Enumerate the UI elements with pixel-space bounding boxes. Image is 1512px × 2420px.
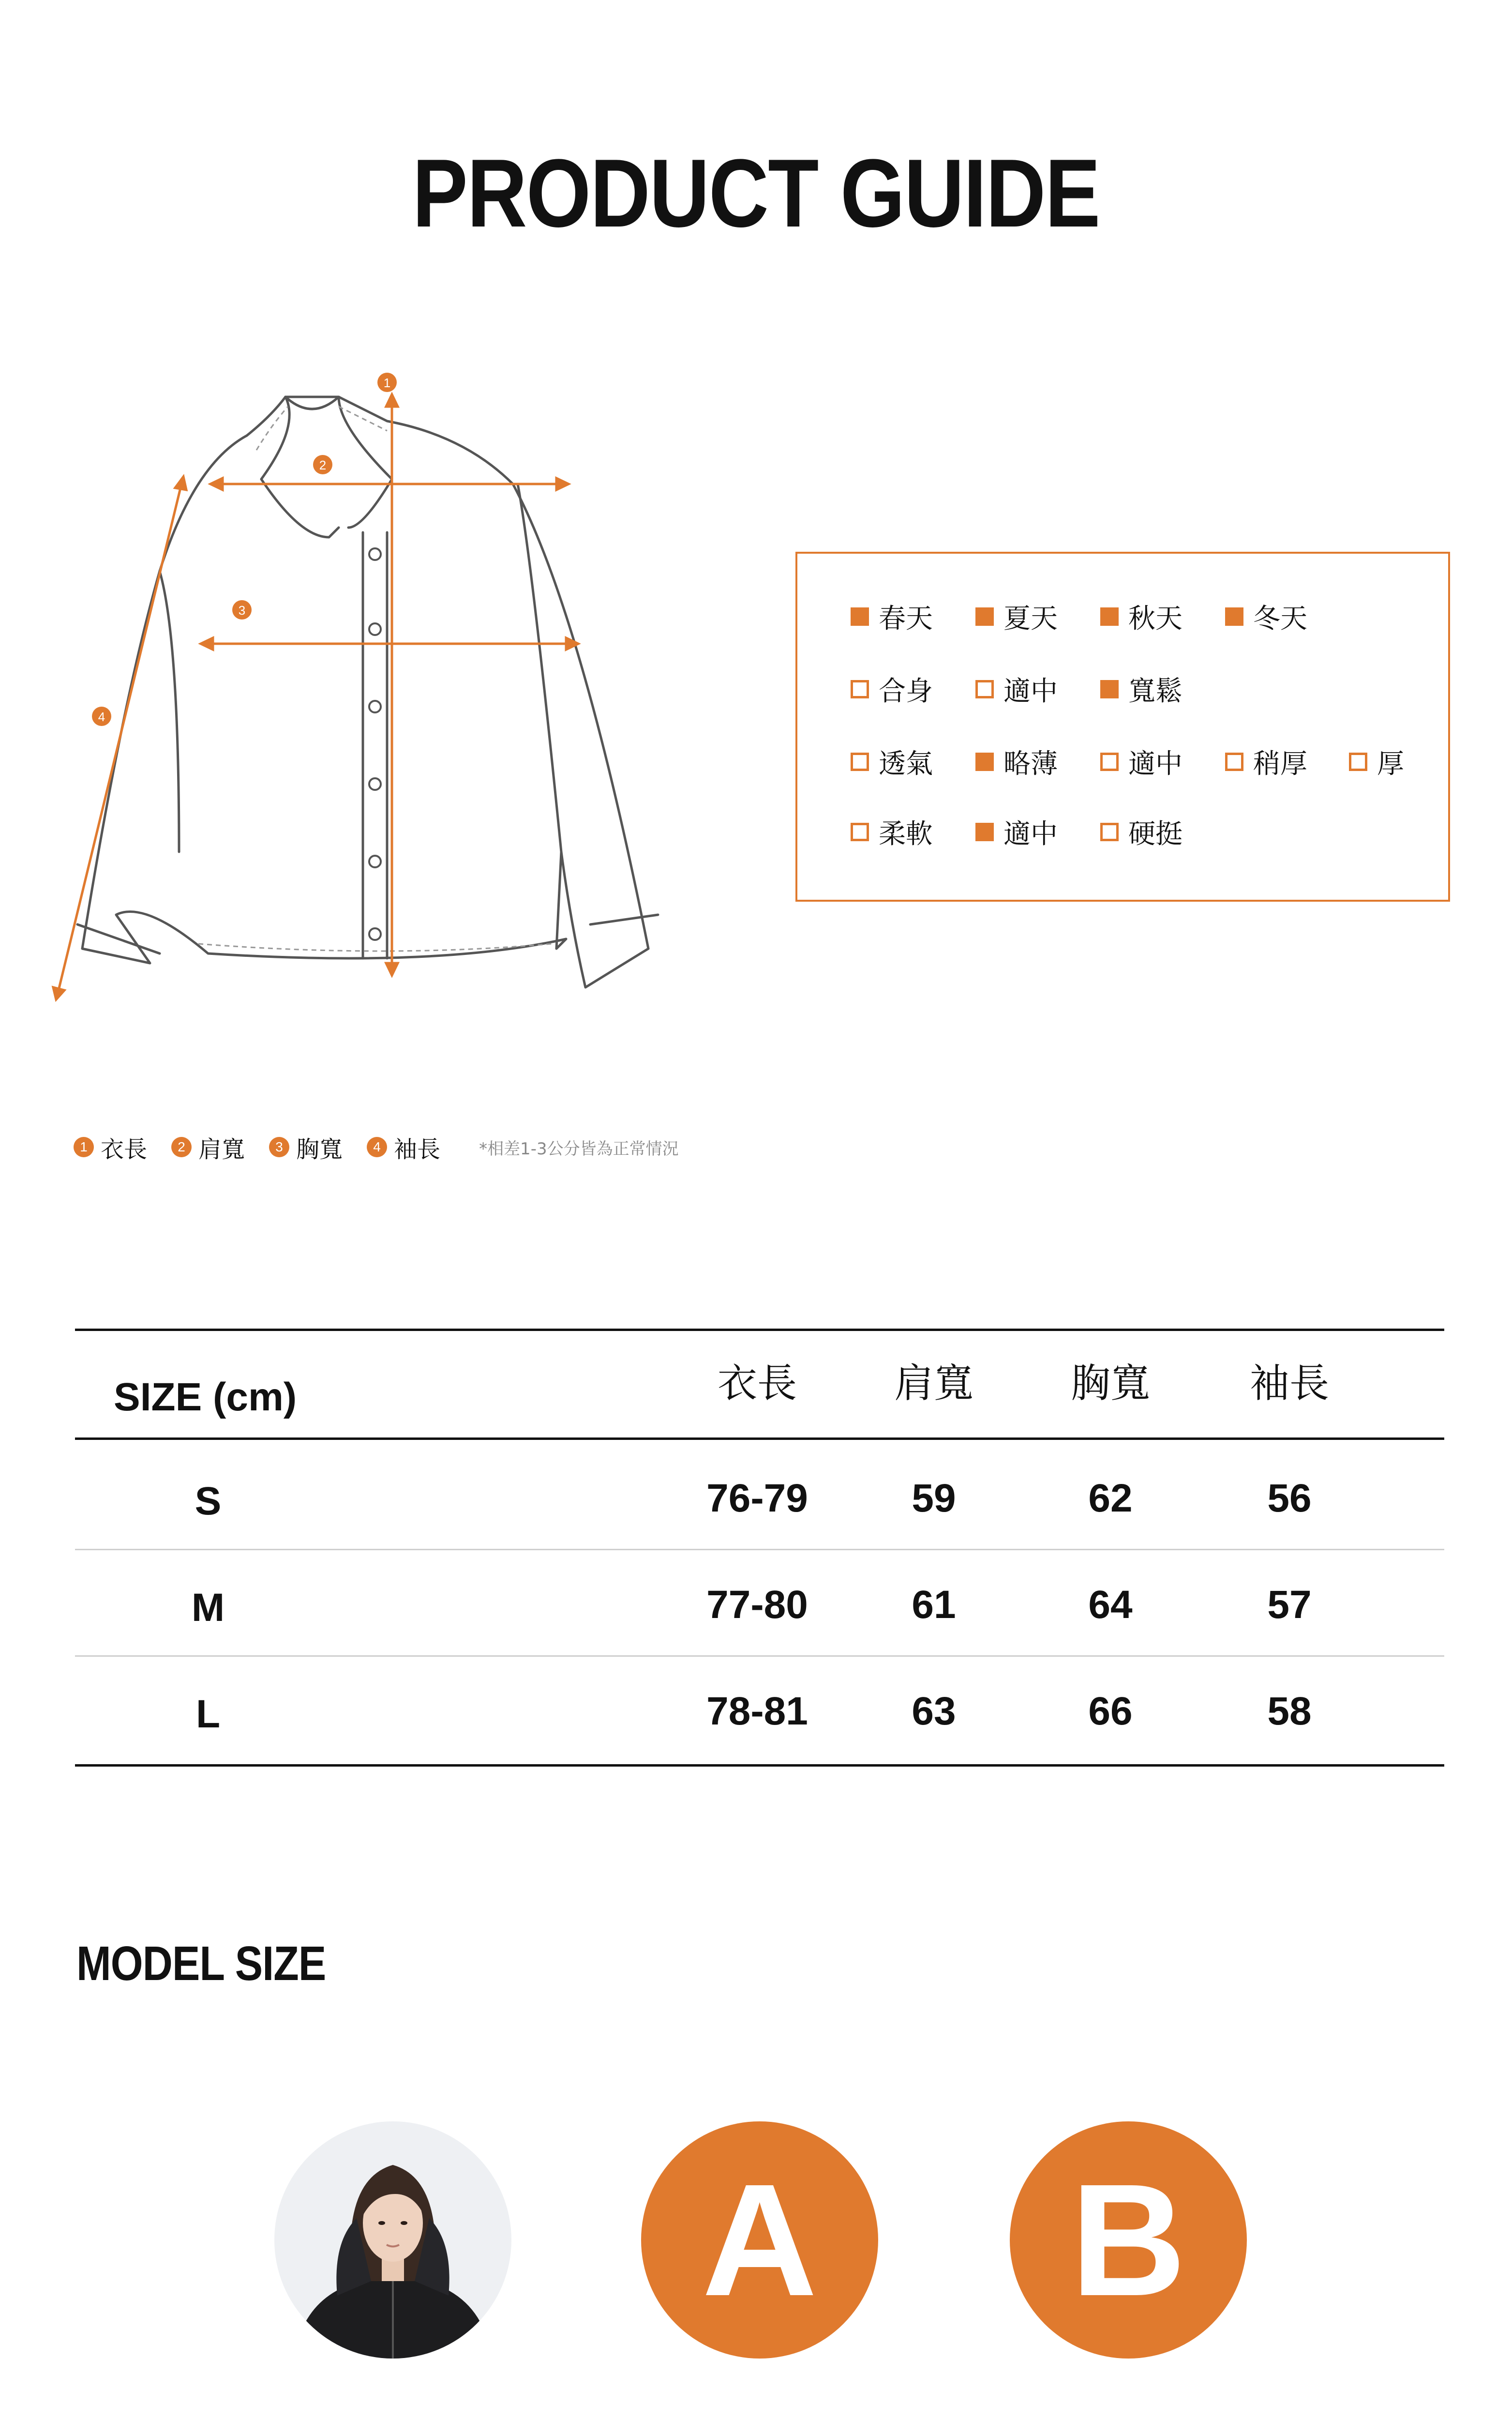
diagram-marker-1	[377, 373, 397, 392]
measurement-legend	[74, 1128, 679, 1166]
feature-option	[975, 597, 1058, 636]
feature-label: 適中	[1128, 748, 1183, 780]
legend-marker: 2	[171, 1137, 192, 1157]
table-cell: 61	[912, 1583, 956, 1627]
table-rule-header	[75, 1437, 1444, 1440]
feature-option	[851, 813, 933, 851]
feature-option	[1100, 597, 1183, 636]
feature-label: 硬挺	[1128, 818, 1183, 850]
page-title: PRODUCT GUIDE	[412, 139, 1100, 247]
feature-option	[1100, 813, 1183, 851]
column-header: 衣長	[717, 1361, 797, 1407]
tolerance-note: *相差1-3公分皆為正常情況	[479, 1139, 679, 1159]
feature-label: 透氣	[879, 748, 933, 780]
feature-option	[975, 813, 1058, 851]
table-cell: 77-80	[706, 1583, 808, 1627]
feature-option	[1100, 670, 1183, 709]
model-avatar-letter: B	[1070, 2150, 1186, 2329]
table-cell: 62	[1088, 1476, 1133, 1520]
size-label: L	[195, 1692, 221, 1736]
table-rule-row	[75, 1655, 1444, 1657]
table-cell: 63	[912, 1689, 956, 1733]
column-header: 肩寬	[894, 1361, 973, 1407]
svg-text:2: 2	[319, 458, 327, 472]
checked-box-icon	[975, 753, 994, 771]
legend-marker: 4	[367, 1137, 387, 1157]
feature-option	[1100, 742, 1183, 781]
feature-label: 冬天	[1253, 603, 1307, 635]
feature-label: 柔軟	[879, 818, 933, 850]
checked-box-icon	[1100, 680, 1119, 698]
feature-label: 秋天	[1128, 603, 1183, 635]
unchecked-box-icon	[1225, 753, 1243, 771]
feature-option	[1225, 742, 1307, 781]
svg-text:3: 3	[238, 603, 246, 618]
legend-item-length	[74, 1131, 147, 1164]
unchecked-box-icon	[975, 680, 994, 698]
table-cell: 57	[1267, 1583, 1312, 1627]
model-avatar-letter: A	[702, 2150, 818, 2329]
legend-label: 肩寬	[198, 1135, 245, 1163]
unchecked-box-icon	[851, 823, 869, 841]
legend-marker: 1	[74, 1137, 94, 1157]
unchecked-box-icon	[1100, 823, 1119, 841]
feature-option	[851, 597, 933, 636]
model-avatar-wei	[274, 2121, 511, 2359]
feature-label: 適中	[1003, 818, 1058, 850]
table-cell: 76-79	[706, 1476, 808, 1520]
diagram-marker-4	[92, 707, 111, 726]
feature-option	[1225, 597, 1307, 636]
table-rule-row	[75, 1549, 1444, 1550]
table-cell: 56	[1267, 1476, 1312, 1520]
checked-box-icon	[1100, 607, 1119, 626]
column-header: 袖長	[1249, 1361, 1329, 1407]
model-size-title: MODEL SIZE	[76, 1936, 326, 1991]
legend-item-sleeve	[367, 1131, 440, 1164]
diagram-marker-3	[232, 600, 252, 620]
jacket-measurement-diagram	[48, 368, 726, 1045]
feature-label: 稍厚	[1253, 748, 1307, 780]
feature-option	[1349, 742, 1404, 781]
size-label: M	[191, 1586, 225, 1630]
legend-label: 衣長	[101, 1135, 148, 1163]
table-rule-bottom	[75, 1764, 1444, 1767]
unchecked-box-icon	[1349, 753, 1367, 771]
feature-label: 夏天	[1003, 603, 1058, 635]
unchecked-box-icon	[1100, 753, 1119, 771]
size-table-header-label: SIZE (cm)	[114, 1375, 297, 1419]
model-photo-icon	[274, 2121, 511, 2359]
diagram-marker-2	[313, 455, 332, 474]
legend-marker: 3	[269, 1137, 289, 1157]
svg-text:4: 4	[98, 710, 105, 724]
checked-box-icon	[975, 607, 994, 626]
product-features-box	[795, 552, 1450, 902]
legend-label: 胸寬	[296, 1135, 343, 1163]
unchecked-box-icon	[851, 680, 869, 698]
checked-box-icon	[851, 607, 869, 626]
size-label: S	[195, 1479, 222, 1523]
feature-label: 厚	[1377, 748, 1404, 780]
feature-label: 適中	[1003, 676, 1058, 707]
feature-option	[851, 742, 933, 781]
feature-label: 寬鬆	[1128, 676, 1183, 707]
legend-item-chest	[269, 1131, 343, 1164]
feature-label: 春天	[879, 603, 933, 635]
unchecked-box-icon	[851, 753, 869, 771]
legend-item-shoulder	[171, 1131, 245, 1164]
feature-label: 合身	[879, 676, 933, 707]
feature-label: 略薄	[1003, 748, 1058, 780]
model-avatar-b	[1010, 2121, 1247, 2359]
checked-box-icon	[975, 823, 994, 841]
column-header: 胸寬	[1070, 1361, 1150, 1407]
table-cell: 78-81	[706, 1689, 808, 1733]
model-avatar-a	[641, 2121, 878, 2359]
table-cell: 59	[912, 1476, 956, 1520]
table-cell: 64	[1088, 1583, 1133, 1627]
table-cell: 58	[1267, 1689, 1312, 1733]
feature-option	[851, 670, 933, 709]
feature-option	[975, 670, 1058, 709]
legend-label: 袖長	[394, 1135, 441, 1163]
table-rule-top	[75, 1329, 1444, 1331]
svg-text:1: 1	[383, 376, 391, 390]
feature-option	[975, 742, 1058, 781]
checked-box-icon	[1225, 607, 1243, 626]
table-cell: 66	[1088, 1689, 1133, 1733]
